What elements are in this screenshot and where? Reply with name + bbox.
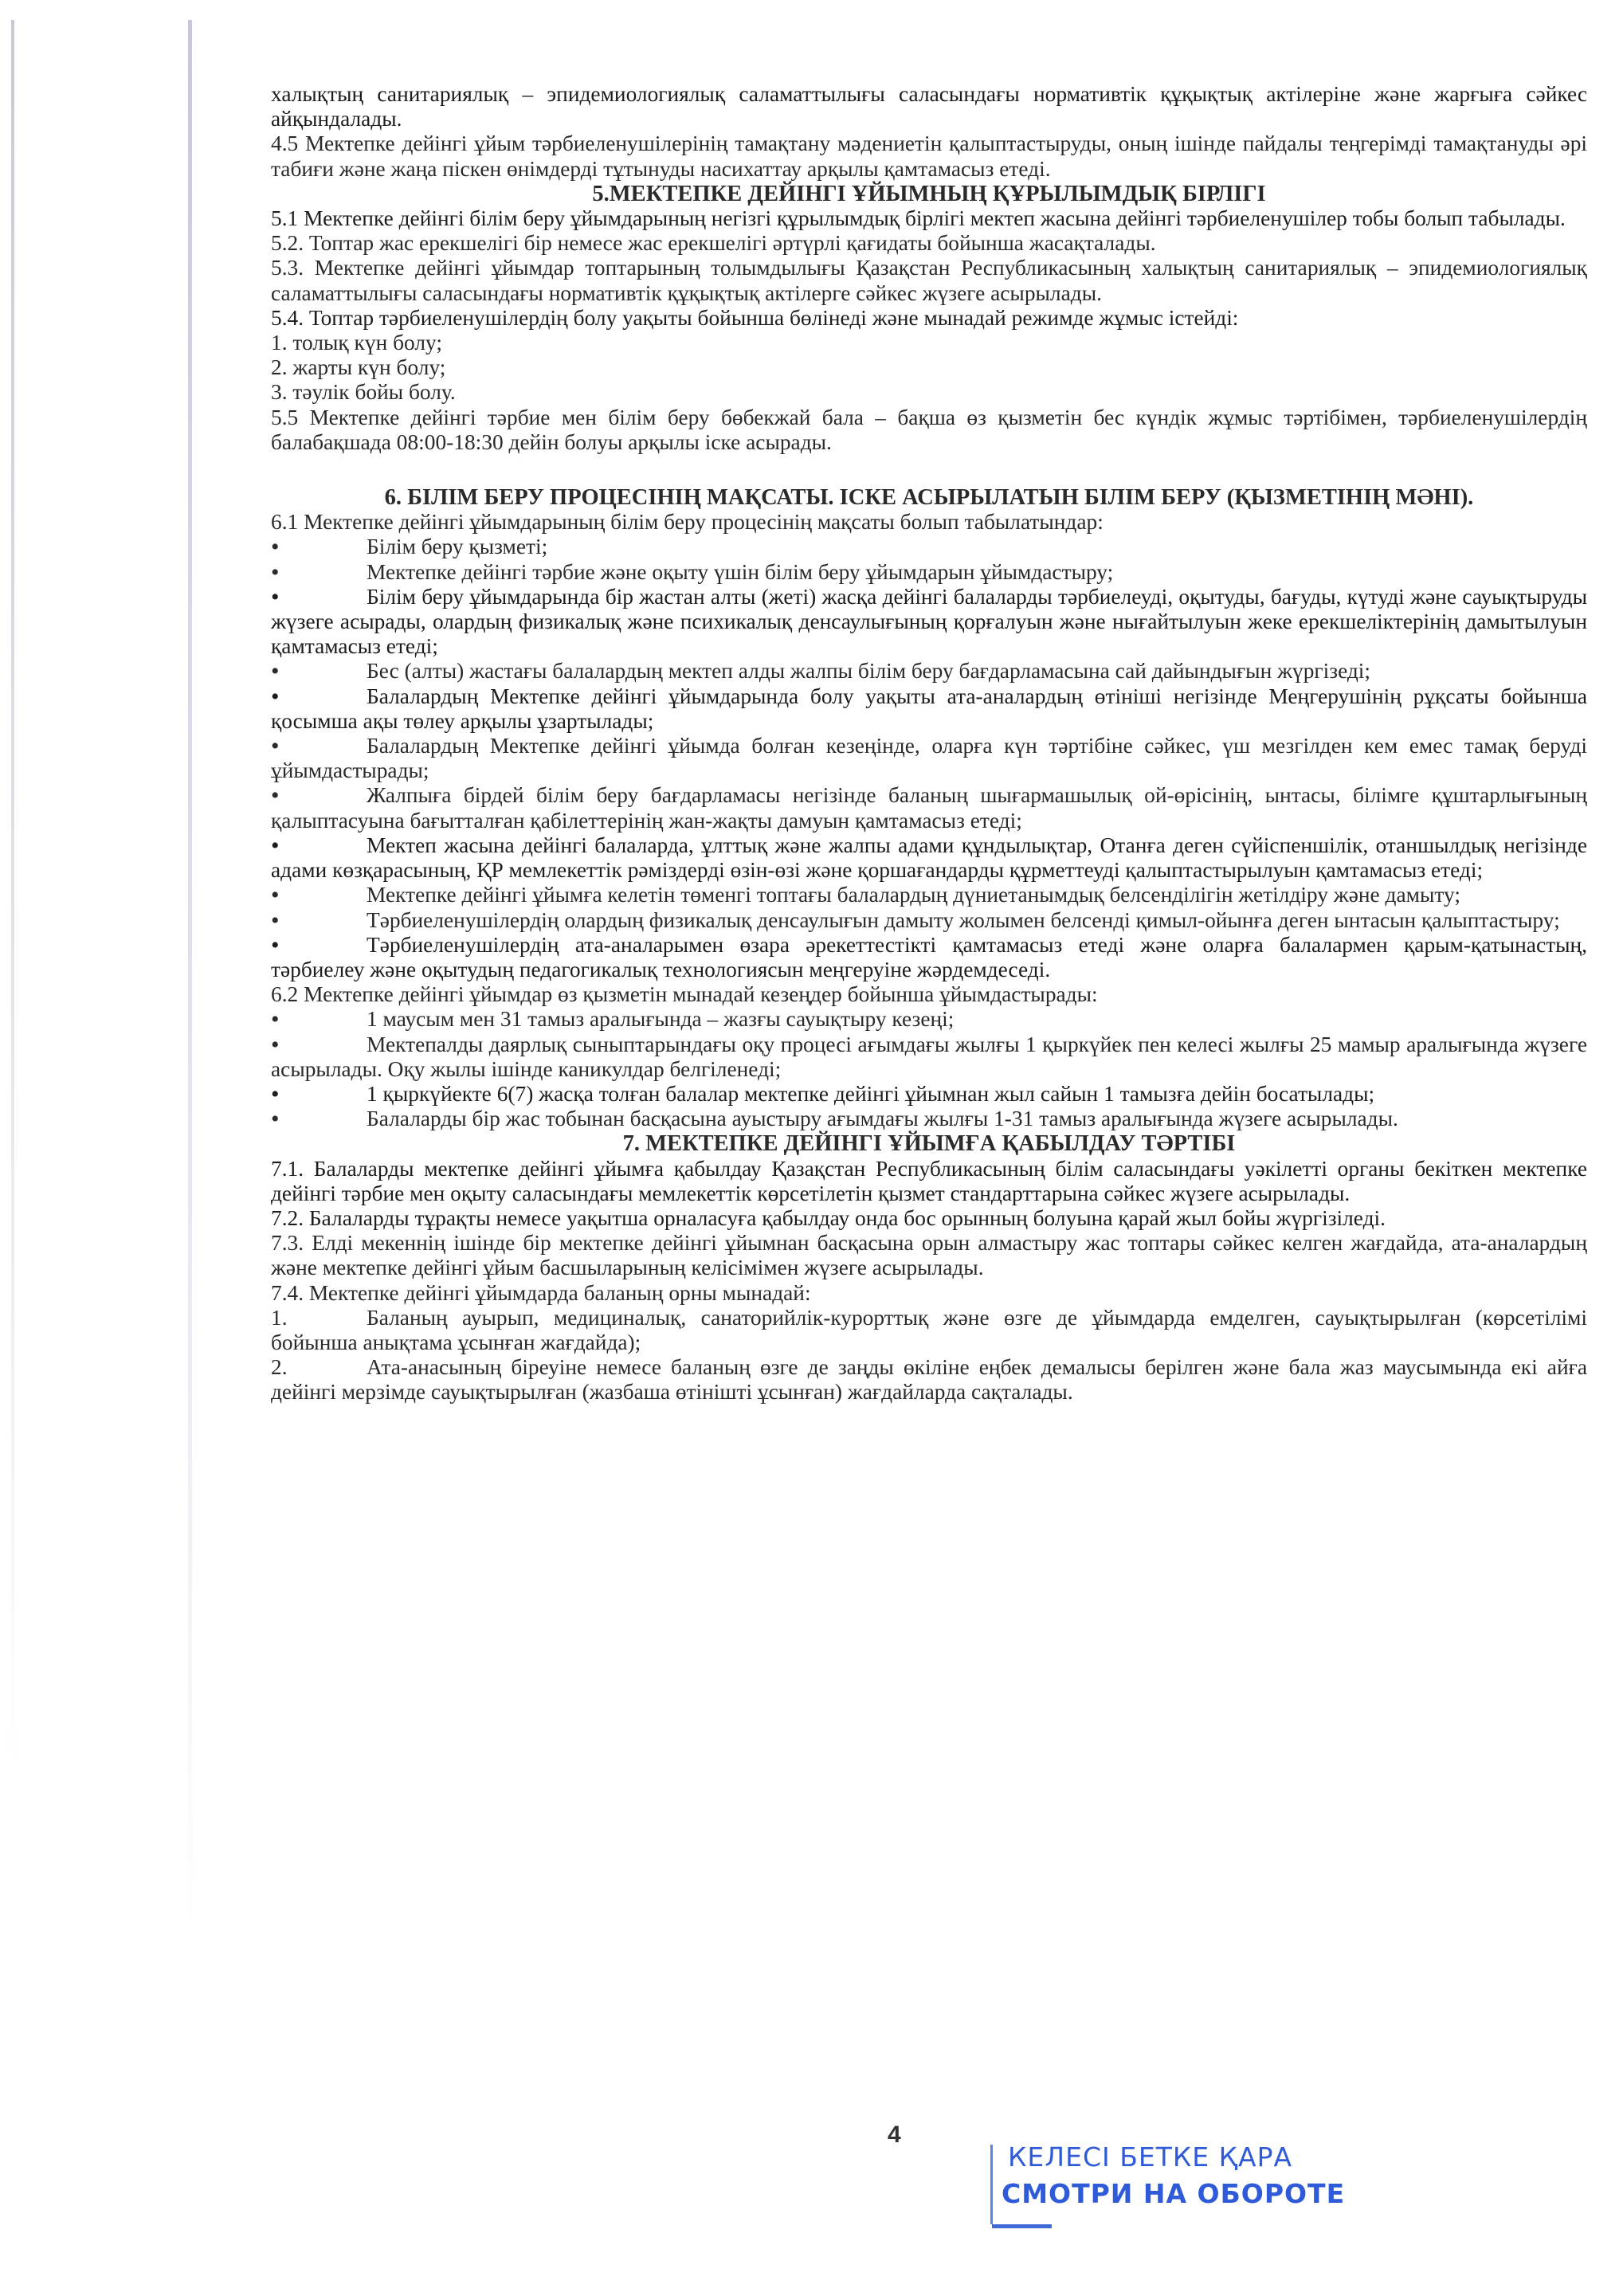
paragraph-5-5: 5.5 Мектепке дейінгі тәрбие мен білім беру бөбекжай бала – бақша өз қызметін бес күндік жұмыс тәртібімен, тәрбиеленушілердің балабақшада 08:00-18:30 дейін болуы арқылы іске асырады. xyxy=(271,405,1587,454)
case-number: 2. xyxy=(271,1355,288,1380)
paragraph-4-5: 4.5 Мектепке дейінгі ұйым тәрбиеленушілерінің тамақтану мәдениетін қалыптастыруды, оның ішінде пайдалы теңгерімді тамақтануды әрі табиғи және жаңа піскен өнімдерді тұтынуды насихаттау арқылы қамтамасыз етеді. xyxy=(271,131,1587,181)
period-bullet-item: • Балаларды бір жас тобынан басқасына ауыстыру ағымдағы жылғы 1-31 тамыз аралығында жүзеге асырылады. xyxy=(271,1107,1587,1131)
paragraph-5-1: 5.1 Мектепке дейінгі білім беру ұйымдарының негізгі құрылымдық бірлігі мектеп жасына дейінгі тәрбиеленушілер тобы болып табылады. xyxy=(271,206,1566,231)
paragraph-7-1: 7.1. Балаларды мектепке дейінгі ұйымға қабылдау Қазақстан Республикасының білім саласындағы уәкілетті органы бекіткен мектепке дейінгі тәрбие мен оқыту саласындағы мемлекеттік көрсетілетін қызмет стандарттарына сәйкес жүзеге асырылады. xyxy=(271,1156,1587,1205)
paragraph-6-1: 6.1 Мектепке дейінгі ұйымдарының білім беру процесінің мақсаты болып табылатындар: xyxy=(271,510,1104,535)
scan-edge-line xyxy=(188,20,192,1932)
goal-bullet-item: • Мектеп жасына дейінгі балаларда, ұлттық және жалпы адами құндылықтар, Отанға деген сүйіспеншілік, отаншылдық негізінде адами көзқарасының, ҚР мемлекеттік рәміздерді өзін-өзі және қоршағандарды құрметтеуді қалыптастырылуын қамтамасыз етеді; xyxy=(271,833,1587,883)
goal-bullet-item: • Тәрбиеленушілердің ата-аналарымен өзара әрекеттестікті қамтамасыз етеді және оларға балалармен қарым-қатынастың, тәрбиелеу және оқытудың педагогикалық технологиясын меңгеруіне жәрдемдеседі. xyxy=(271,933,1587,982)
section-7-heading: 7. МЕКТЕПКЕ ДЕЙІНГІ ҰЙЫМҒА ҚАБЫЛДАУ ТӘРТІБІ xyxy=(622,1131,1236,1157)
document-page xyxy=(271,82,1587,1405)
goal-bullet-item: • Балалардың Мектепке дейінгі ұйымдарында болу уақыты ата-аналардың өтініші негізінде Меңгерушінің рұқсаты бойынша қосымша ақы төлеу арқылы ұзартылады; xyxy=(271,684,1587,734)
goal-bullet-item: • Білім беру қызметі; xyxy=(271,535,1587,559)
scan-edge-line xyxy=(11,20,14,1773)
mode-item: 1. толық күн болу; xyxy=(271,331,442,355)
continuation-stamp xyxy=(990,2137,1346,2231)
paragraph-5-2: 5.2. Топтар жас ерекшелігі бір немесе жас ерекшелігі әртүрлі қағидаты бойынша жасақталады. xyxy=(271,231,1156,256)
goal-bullet-item: • Бес (алты) жастағы балалардың мектеп алды жалпы білім беру бағдарламасына сай дайындығын жүргізеді; xyxy=(271,659,1587,684)
goal-bullet-item: • Тәрбиеленушілердің олардың физикалық денсаулығын дамыту жолымен белсенді қимыл-ойынға деген ынтасын қалыптастыру; xyxy=(271,908,1587,933)
period-bullet-item: • Мектепалды даярлық сыныптарындағы оқу процесі ағымдағы жылғы 1 қыркүйек пен келесі жылғы 25 мамыр аралығында жүзеге асырылады. Оқу жылы ішінде каникулдар белгіленеді; xyxy=(271,1032,1587,1082)
paragraph-7-3: 7.3. Елді мекеннің ішінде бір мектепке дейінгі ұйымнан басқасына орын алмастыру жас топтары сәйкес келген жағдайда, ата-аналардың және мектепке дейінгі ұйым басшыларының келісімімен жүзеге асырылады. xyxy=(271,1231,1587,1280)
mode-item: 3. тәулік бойы болу. xyxy=(271,380,456,405)
page-number: 4 xyxy=(888,2122,901,2148)
paragraph-6-2: 6.2 Мектепке дейінгі ұйымдар өз қызметін мынадай кезеңдер бойынша ұйымдастырады: xyxy=(271,982,1098,1007)
stamp-border-left xyxy=(990,2145,993,2224)
stamp-line-russian: СМОТРИ НА ОБОРОТЕ xyxy=(1002,2178,1346,2209)
case-text: Баланың ауырып, медициналық, санаторийлік-курорттық және өзге де ұйымдарда емделген, сауықтырылған (көрсетілімі бойынша анықтама ұсынған жағдайда); xyxy=(271,1305,1587,1354)
period-bullet-item: • 1 маусым мен 31 тамыз аралығында – жазғы сауықтыру кезеңі; xyxy=(271,1007,1587,1032)
paragraph-continuation: халықтың санитариялық – эпидемиологиялық саламаттылығы саласындағы нормативтік құқықтық актілеріне және жарғыға сәйкес айқындалады. xyxy=(271,82,1587,131)
goal-bullet-item: • Балалардың Мектепке дейінгі ұйымда болған кезеңінде, оларға күн тәртібіне сәйкес, үш мезгілден кем емес тамақ беруді ұйымдастырады; xyxy=(271,734,1587,783)
section-5-heading: 5.МЕКТЕПКЕ ДЕЙІНГІ ҰЙЫМНЫҢ ҚҰРЫЛЫМДЫҚ БІРЛІГІ xyxy=(592,181,1266,206)
case-text: Ата-анасының біреуіне немесе баланың өзге де заңды өкіліне еңбек демалысы берілген және бала жаз маусымында екі айға дейінгі мерзімде сауықтырылған (жазбаша өтінішті ұсынған) жағдайларда сақталады. xyxy=(271,1355,1587,1405)
period-bullet-item: • 1 қыркүйекте 6(7) жасқа толған балалар мектепке дейінгі ұйымнан жыл сайын 1 тамызға дейін босатылады; xyxy=(271,1082,1587,1107)
goal-bullet-item: • Жалпыға бірдей білім беру бағдарламасы негізінде баланың шығармашылық ой-өрісінің, ынтасы, білімге құштарлығының қалыптасуына бағытталған қабілеттерінің жан-жақты дамуын қамтамасыз етеді; xyxy=(271,783,1587,833)
goal-bullet-item: • Мектепке дейінгі тәрбие және оқыту үшін білім беру ұйымдарын ұйымдастыру; xyxy=(271,560,1587,585)
section-6-heading: 6. БІЛІМ БЕРУ ПРОЦЕСІНІҢ МАҚСАТЫ. ІСКЕ АСЫРЫЛАТЫН БІЛІМ БЕРУ (ҚЫЗМЕТІНІҢ МӘНІ). xyxy=(384,485,1474,511)
paragraph-7-2: 7.2. Балаларды тұрақты немесе уақытша орналасуға қабылдау онда бос орынның болуына қарай жыл бойы жүргізіледі. xyxy=(271,1205,1386,1230)
goal-bullet-item: • Мектепке дейінгі ұйымға келетін төменгі топтағы балалардың дүниетанымдық белсенділігін жетілдіру және дамыту; xyxy=(271,883,1587,907)
case-numbered-item xyxy=(271,1306,1587,1355)
paragraph-5-3: 5.3. Мектепке дейінгі ұйымдар топтарының толымдылығы Қазақстан Республикасының халықтың санитариялық – эпидемиологиялық саламаттылығы саласындағы нормативтік құқықтық актілерге сәйкес жүзеге асырылады. xyxy=(271,256,1587,305)
stamp-border-bottom xyxy=(992,2224,1052,2228)
case-numbered-item xyxy=(271,1355,1587,1405)
paragraph-5-4: 5.4. Топтар тәрбиеленушілердің болу уақыты бойынша бөлінеді және мынадай режимде жұмыс істейді: xyxy=(271,305,1239,330)
paragraph-7-4: 7.4. Мектепке дейінгі ұйымдарда баланың орны мынадай: xyxy=(271,1280,811,1305)
goal-bullet-item: • Білім беру ұйымдарында бір жастан алты (жеті) жасқа дейінгі балаларды тәрбиелеуді, оқытуды, бағуды, күтуді және сауықтыруды жүзеге асырады, олардың физикалық және психикалық денсаулығының қорғалуын және нығайтылуын жеке ерекшеліктерінің дамытылуын қамтамасыз етеді; xyxy=(271,585,1587,660)
stamp-line-kazakh: КЕЛЕСІ БЕТКЕ ҚАРА xyxy=(1008,2141,1293,2173)
case-number: 1. xyxy=(271,1305,288,1330)
mode-item: 2. жарты күн болу; xyxy=(271,355,446,380)
